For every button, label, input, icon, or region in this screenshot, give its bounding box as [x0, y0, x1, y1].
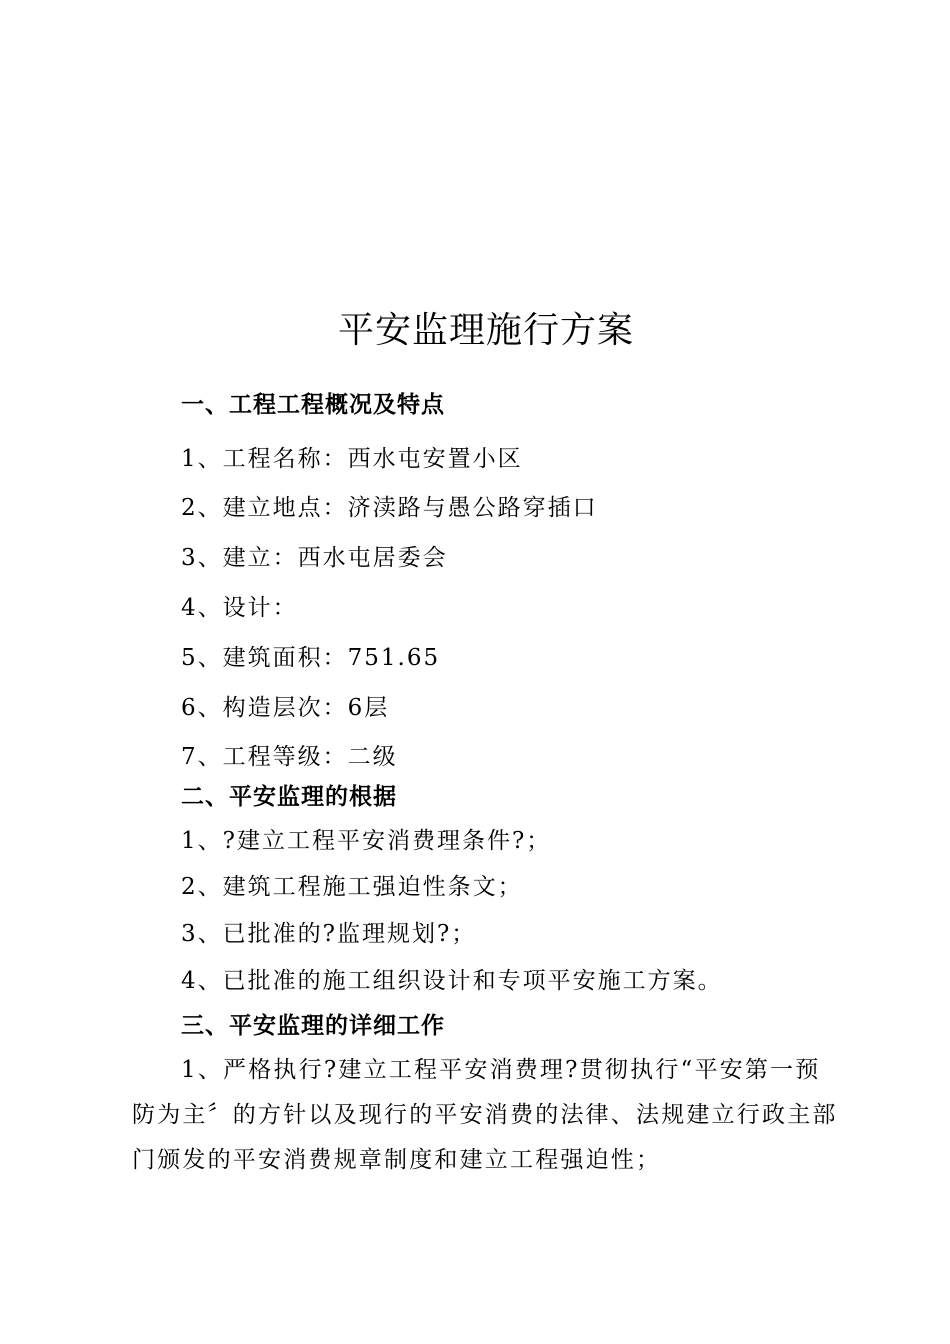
paragraph-line: 门颁发的平安消费规章制度和建立工程强迫性；	[132, 1147, 662, 1173]
section-heading-overview: 一、工程工程概况及特点	[181, 392, 445, 418]
list-item: 5、建筑面积：751.65	[181, 645, 441, 671]
list-item: 3、已批准的?监理规划?；	[181, 921, 477, 947]
paragraph-line: 防为主〞的方针以及现行的平安消费的法律、法规建立行政主部	[132, 1102, 838, 1128]
section-heading-work: 三、平安监理的详细工作	[181, 1013, 445, 1039]
paragraph-line: 1、严格执行?建立工程平安消费理?贯彻执行“平安第一预	[181, 1057, 821, 1083]
list-item: 4、设计：	[181, 595, 298, 621]
section-heading-basis: 二、平安监理的根据	[181, 784, 397, 810]
list-item: 4、已批准的施工组织设计和专项平安施工方案。	[181, 968, 723, 994]
list-item: 1、?建立工程平安消费理条件?；	[181, 828, 552, 854]
list-item: 2、建筑工程施工强迫性条文；	[181, 874, 523, 900]
list-item: 3、建立：西水屯居委会	[181, 545, 448, 571]
list-item: 2、建立地点：济渎路与愚公路穿插口	[181, 495, 598, 521]
list-item: 7、工程等级：二级	[181, 744, 398, 770]
list-item: 1、工程名称：西水屯安置小区	[181, 446, 523, 472]
list-item: 6、构造层次：6层	[181, 695, 390, 721]
page-title: 平安监理施行方案	[337, 310, 634, 351]
